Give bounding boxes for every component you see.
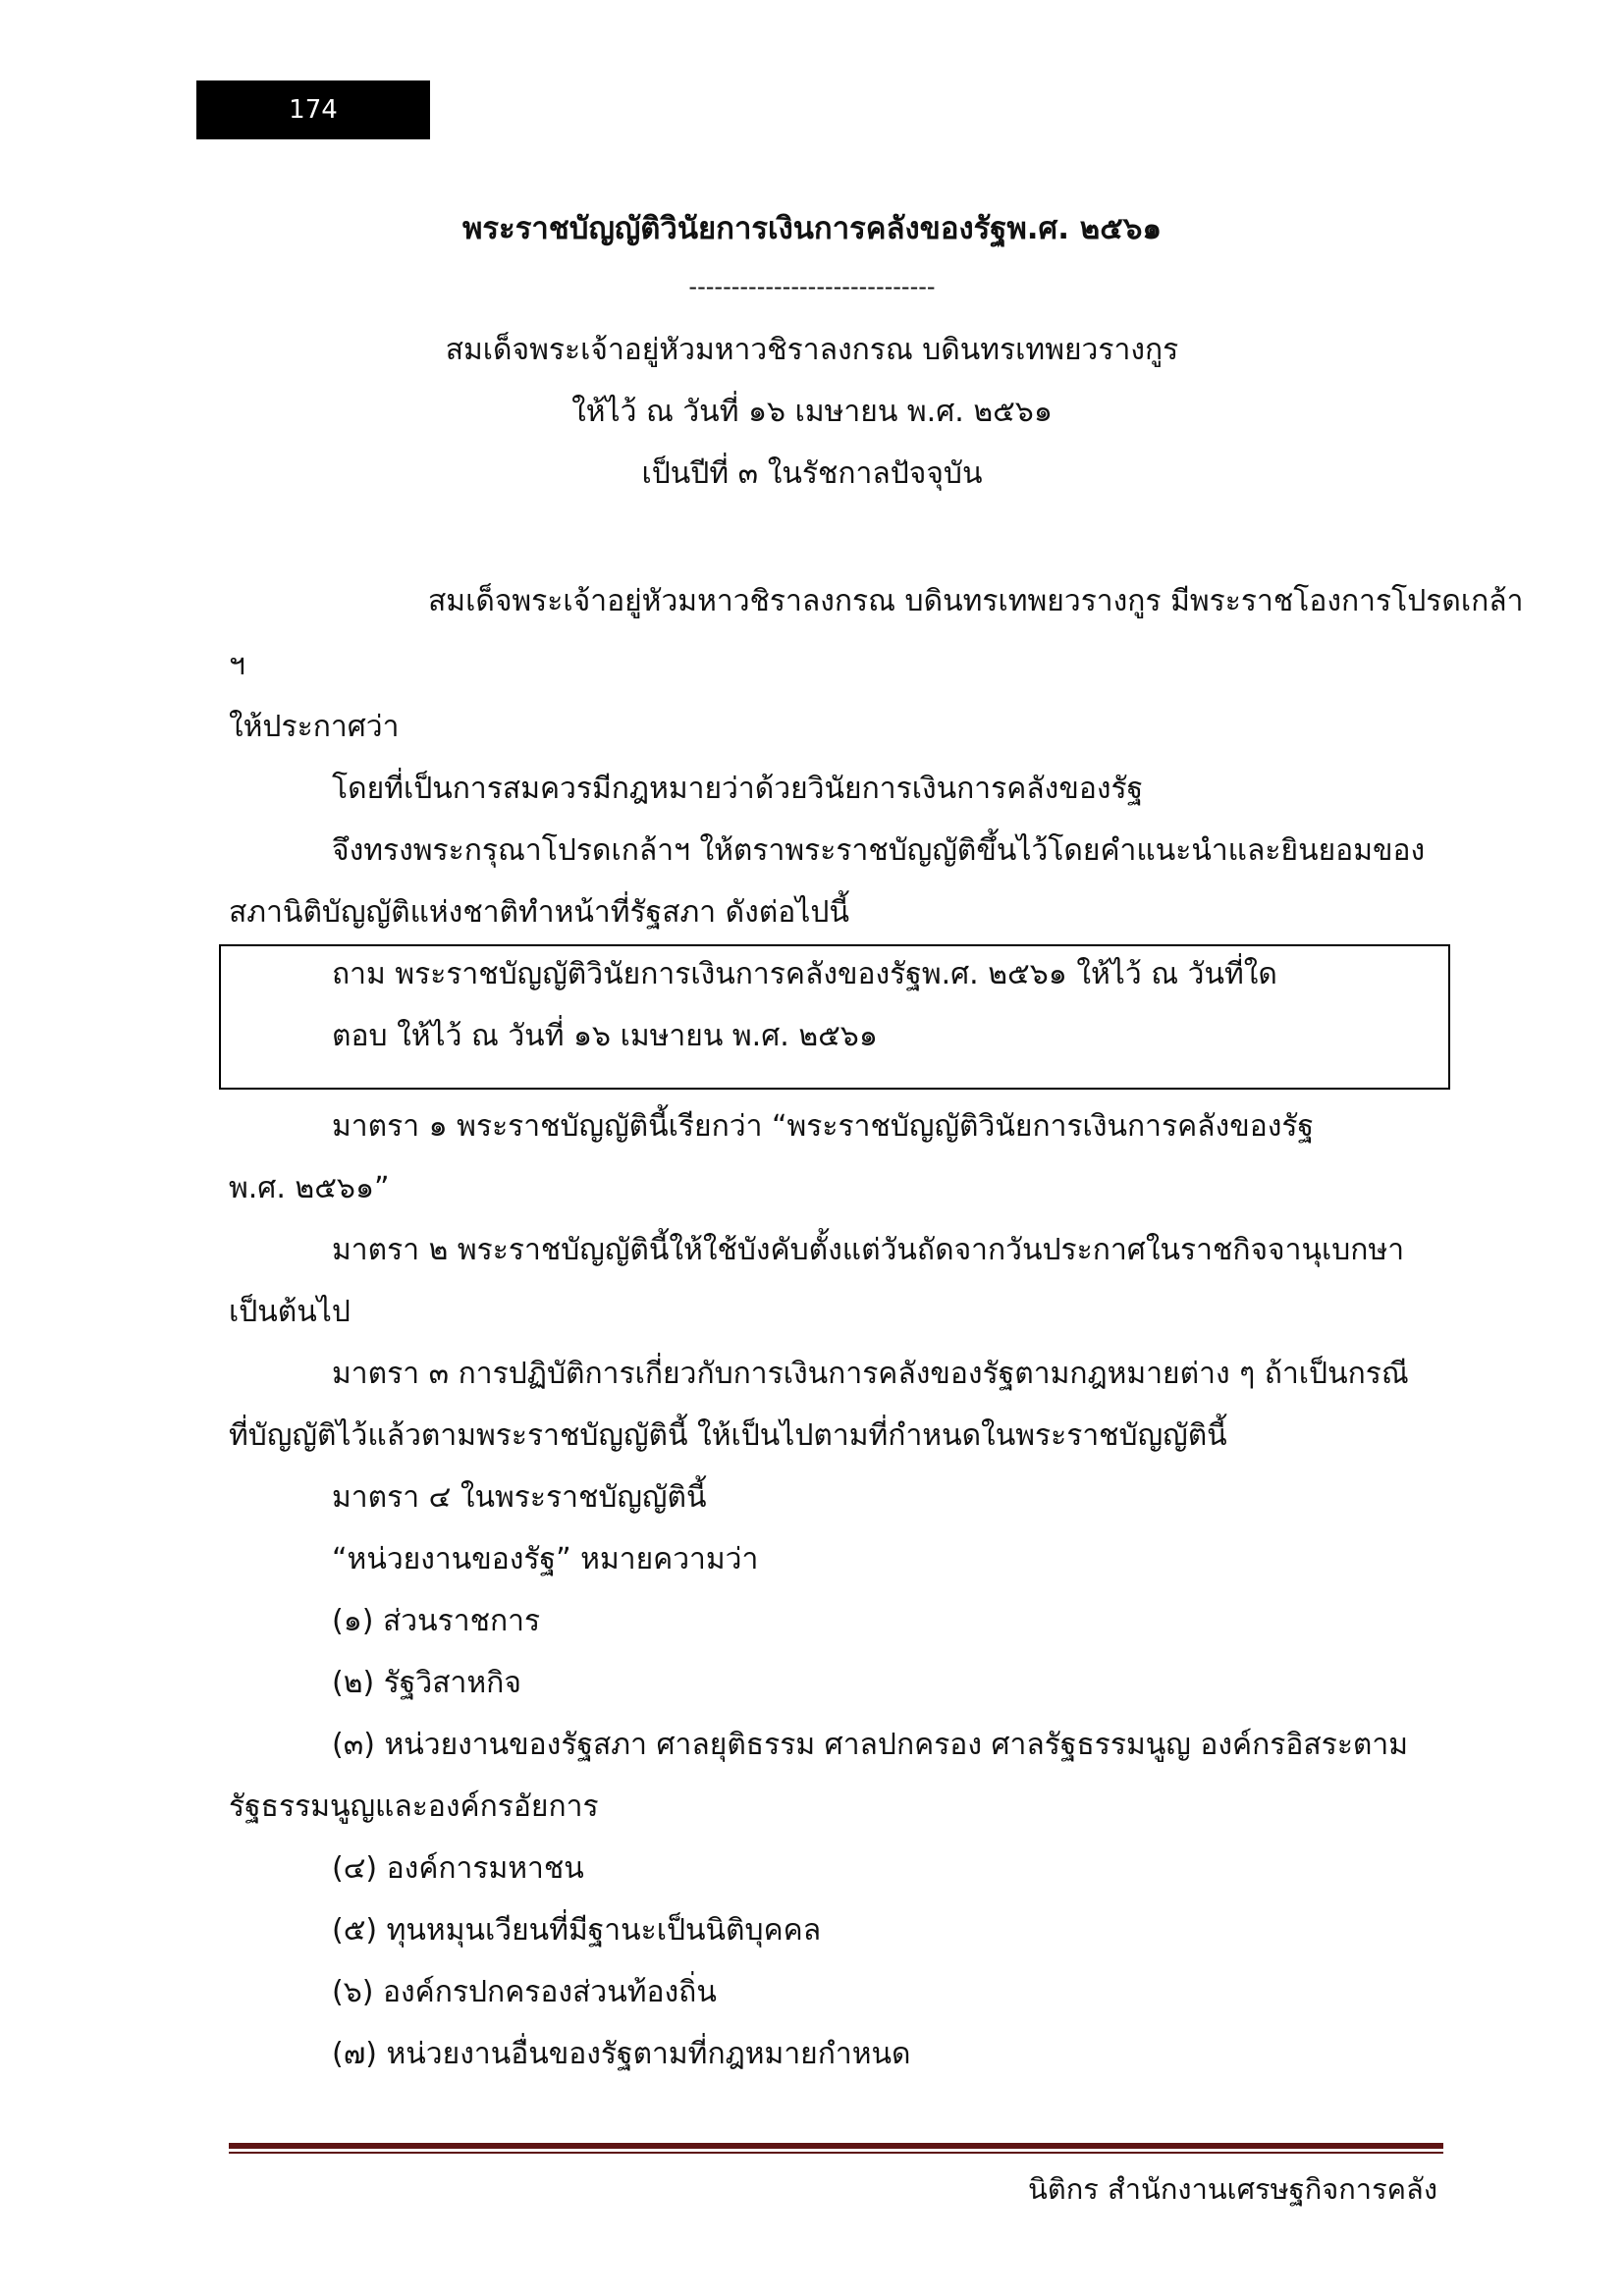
- list-item: (๒) รัฐวิสาหกิจ: [332, 1666, 521, 1700]
- footer-rule: [229, 2143, 1443, 2149]
- section-line: มาตรา ๓ การปฏิบัติการเกี่ยวกับการเงินการคลังของรัฐตามกฎหมายต่าง ๆ ถ้าเป็นกรณี: [332, 1357, 1409, 1391]
- list-item: (๕) ทุนหมุนเวียนที่มีฐานะเป็นนิติบุคคล: [332, 1913, 822, 1948]
- king-name-line: สมเด็จพระเจ้าอยู่หัวมหาวชิราลงกรณ บดินทรเทพยวรางกูร: [445, 333, 1179, 367]
- list-item: (๖) องค์กรปกครองส่วนท้องถิ่น: [332, 1975, 717, 2009]
- definition-line: “หน่วยงานของรัฐ” หมายความว่า: [332, 1542, 759, 1576]
- section-line: พ.ศ. ๒๕๖๑”: [229, 1171, 390, 1205]
- preamble-line: สภานิติบัญญัติแห่งชาติทำหน้าที่รัฐสภา ดังต่อไปนี้: [229, 895, 849, 930]
- list-item: (๔) องค์การมหาชน: [332, 1851, 584, 1886]
- reign-year-line: เป็นปีที่ ๓ ในรัชกาลปัจจุบัน: [641, 456, 983, 491]
- footer-author: นิติกร สำนักงานเศรษฐกิจการคลัง: [1028, 2172, 1437, 2206]
- section-line: มาตรา ๒ พระราชบัญญัตินี้ให้ใช้บังคับตั้งแต่วันถัดจากวันประกาศในราชกิจจานุเบกษา: [332, 1233, 1405, 1267]
- preamble-line: โดยที่เป็นการสมควรมีกฎหมายว่าด้วยวินัยการเงินการคลังของรัฐ: [332, 772, 1144, 806]
- section-line: ที่บัญญัติไว้แล้วตามพระราชบัญญัตินี้ ให้เป็นไปตามที่กำหนดในพระราชบัญญัตินี้: [229, 1418, 1227, 1453]
- list-item: (๑) ส่วนราชการ: [332, 1604, 541, 1638]
- page-number: 174: [196, 80, 430, 139]
- question-text: ถาม พระราชบัญญัติวินัยการเงินการคลังของรัฐพ.ศ. ๒๕๖๑ ให้ไว้ ณ วันที่ใด: [332, 957, 1277, 991]
- list-item: (๓) หน่วยงานของรัฐสภา ศาลยุติธรรม ศาลปกครอง ศาลรัฐธรรมนูญ องค์กรอิสระตาม: [332, 1728, 1409, 1762]
- title-divider: -----------------------------: [688, 273, 936, 300]
- list-item-continuation: รัฐธรรมนูญและองค์กรอัยการ: [229, 1789, 599, 1824]
- given-date-line: ให้ไว้ ณ วันที่ ๑๖ เมษายน พ.ศ. ๒๕๖๑: [571, 395, 1053, 429]
- footer-rule-secondary: [229, 2152, 1443, 2154]
- preamble-line: ฯ: [229, 648, 245, 682]
- section-line: เป็นต้นไป: [229, 1295, 351, 1329]
- document-title: พระราชบัญญัติวินัยการเงินการคลังของรัฐพ.ศ. ๒๕๖๑: [461, 211, 1163, 246]
- preamble-line: สมเด็จพระเจ้าอยู่หัวมหาวชิราลงกรณ บดินทรเทพยวรางกูร มีพระราชโองการโปรดเกล้า: [428, 584, 1524, 618]
- list-item: (๗) หน่วยงานอื่นของรัฐตามที่กฎหมายกำหนด: [332, 2037, 911, 2071]
- preamble-line: จึงทรงพระกรุณาโปรดเกล้าฯ ให้ตราพระราชบัญญัติขึ้นไว้โดยคำแนะนำและยินยอมของ: [332, 833, 1426, 868]
- section-line: มาตรา ๑ พระราชบัญญัตินี้เรียกว่า “พระราชบัญญัติวินัยการเงินการคลังของรัฐ: [332, 1109, 1315, 1144]
- answer-text: ตอบ ให้ไว้ ณ วันที่ ๑๖ เมษายน พ.ศ. ๒๕๖๑: [332, 1019, 878, 1053]
- preamble-line: ให้ประกาศว่า: [229, 710, 400, 744]
- section-line: มาตรา ๔ ในพระราชบัญญัตินี้: [332, 1480, 707, 1515]
